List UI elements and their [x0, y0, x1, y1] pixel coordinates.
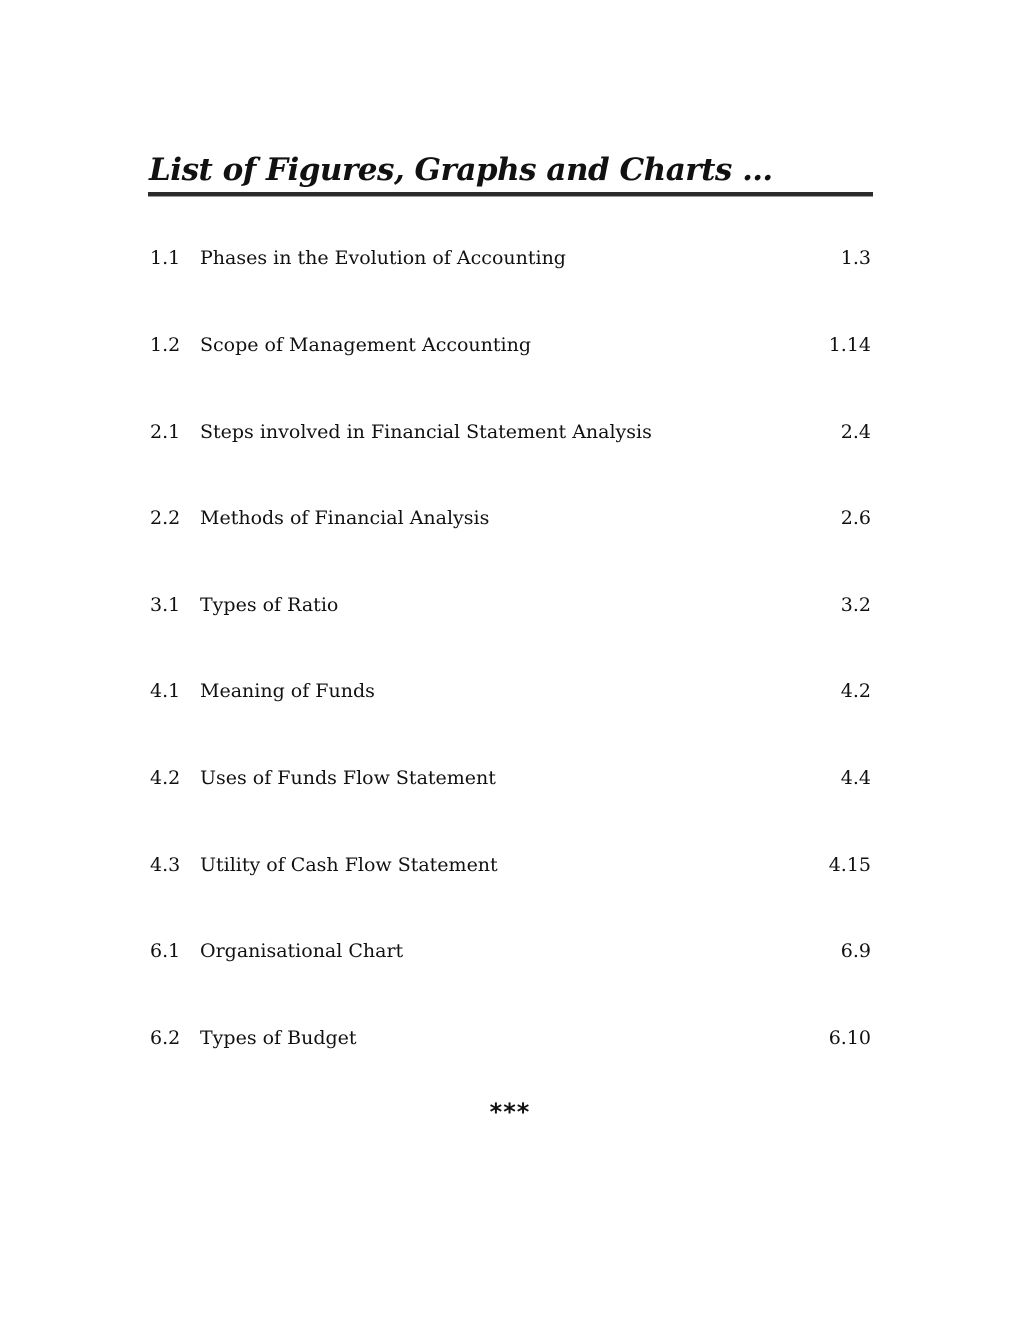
- figure-title: Steps involved in Financial Statement Analysis: [200, 421, 652, 443]
- figure-title: Types of Ratio: [200, 594, 339, 616]
- figure-page: 6.9: [840, 940, 871, 962]
- figure-number: 3.1: [150, 594, 181, 616]
- figure-number: 4.2: [150, 767, 181, 789]
- figure-page: 2.4: [840, 421, 871, 443]
- figure-page: 1.14: [828, 334, 871, 356]
- end-of-section-mark: ***: [489, 1098, 531, 1126]
- figure-title: Organisational Chart: [200, 940, 404, 962]
- figure-page: 6.10: [828, 1027, 871, 1049]
- figure-title: Phases in the Evolution of Accounting: [200, 247, 566, 269]
- figure-entry[interactable]: [150, 1024, 871, 1052]
- page-title: List of Figures, Graphs and Charts …: [149, 152, 773, 188]
- figure-page: 4.15: [828, 854, 871, 876]
- figure-number: 6.1: [150, 940, 181, 962]
- figure-entry[interactable]: [150, 937, 871, 965]
- figure-number: 2.2: [150, 507, 181, 529]
- figure-number: 2.1: [150, 421, 181, 443]
- figure-entry[interactable]: [150, 764, 871, 792]
- figure-page: 1.3: [840, 247, 871, 269]
- figure-title: Utility of Cash Flow Statement: [200, 854, 498, 876]
- figure-page: 4.4: [840, 767, 871, 789]
- figure-entry[interactable]: [150, 418, 871, 446]
- figure-number: 4.3: [150, 854, 181, 876]
- figure-page: 3.2: [840, 594, 871, 616]
- figure-entry[interactable]: [150, 244, 871, 272]
- figure-page: 2.6: [840, 507, 871, 529]
- figure-number: 1.2: [150, 334, 181, 356]
- title-underline-shadow: [148, 196, 873, 197]
- figure-title: Types of Budget: [200, 1027, 357, 1049]
- figure-title: Methods of Financial Analysis: [200, 507, 490, 529]
- figure-number: 4.1: [150, 680, 181, 702]
- figure-number: 6.2: [150, 1027, 181, 1049]
- figure-entry[interactable]: [150, 331, 871, 359]
- figure-entry[interactable]: [150, 677, 871, 705]
- figure-title: Uses of Funds Flow Statement: [200, 767, 496, 789]
- figure-entry[interactable]: [150, 504, 871, 532]
- figure-title: Meaning of Funds: [200, 680, 375, 702]
- figure-page: 4.2: [840, 680, 871, 702]
- figure-entry[interactable]: [150, 851, 871, 879]
- figure-number: 1.1: [150, 247, 181, 269]
- figure-entry[interactable]: [150, 591, 871, 619]
- figure-title: Scope of Management Accounting: [200, 334, 532, 356]
